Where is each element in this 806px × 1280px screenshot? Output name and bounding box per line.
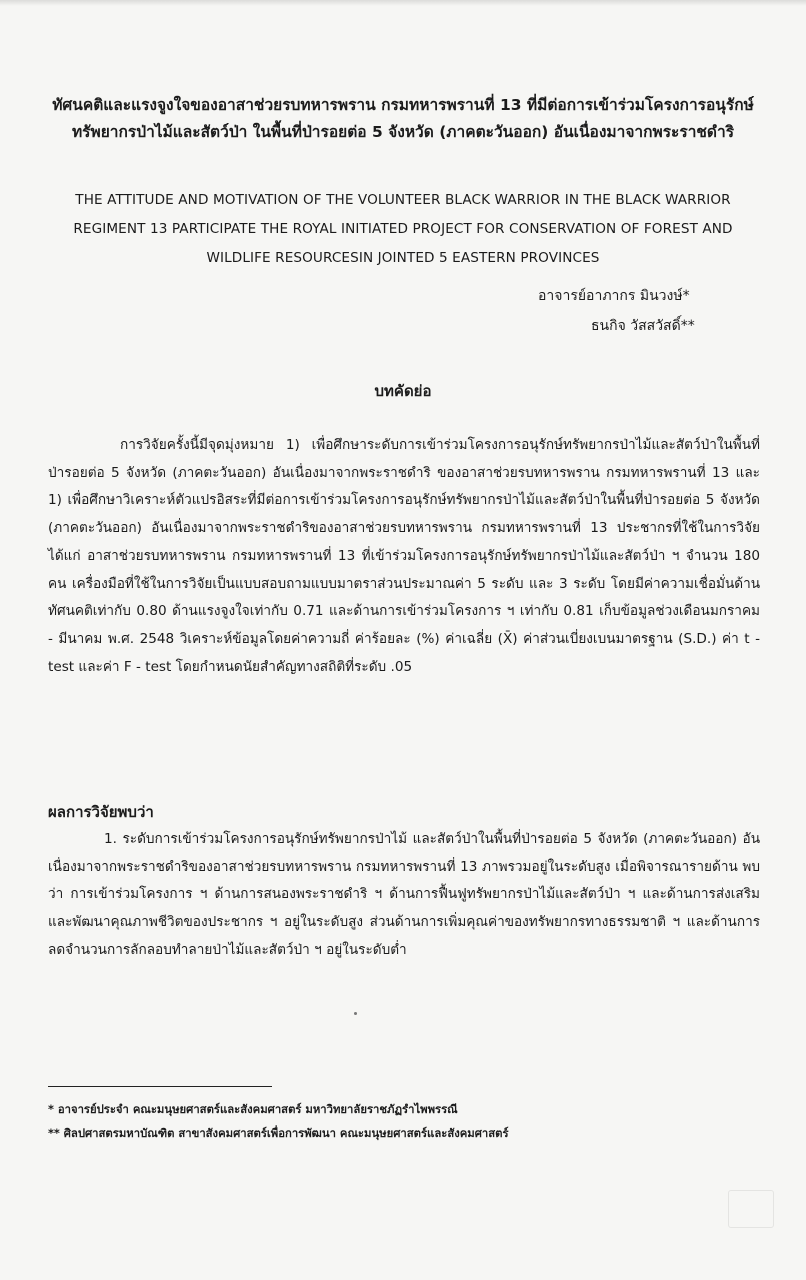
page-number-watermark bbox=[728, 1190, 774, 1228]
abstract-body: การวิจัยครั้งนี้มีจุดมุ่งหมาย 1) เพื่อศึกษาระดับการเข้าร่วมโครงการอนุรักษ์ทรัพยากรป่าไม้และสัตว์ป่าในพื้นที่ป่ารอยต่อ 5 จังหวัด (ภาคตะวันออก) อันเนื่องมาจากพระราชดำริ ของอาสาช่วยรบทหารพราน กรมทหารพรานที่ 13 และ 1) เพื่อศึกษาวิเคราะห์ตัวแปรอิสระที่มีต่อการเข้าร่วมโครงการอนุรักษ์ทรัพยากรป่าไม้และสัตว์ป่าในพื้นที่ป่ารอยต่อ 5 จังหวัด (ภาคตะวันออก) อันเนื่องมาจากพระราชดำริของอาสาช่วยรบทหารพราน กรมทหารพรานที่ 13 ประชากรที่ใช้ในการวิจัย ได้แก่ อาสาช่วยรบทหารพราน กรมทหารพรานที่ 13 ที่เข้าร่วมโครงการอนุรักษ์ทรัพยากรป่าไม้และสัตว์ป่า ฯ จำนวน 180 คน เครื่องมือที่ใช้ในการวิจัยเป็นแบบสอบถามแบบมาตราส่วนประมาณค่า 5 ระดับ และ 3 ระดับ โดยมีค่าความเชื่อมั่นด้านทัศนคติเท่ากับ 0.80 ด้านแรงจูงใจเท่ากับ 0.71 และด้านการเข้าร่วมโครงการ ฯ เท่ากับ 0.81 เก็บข้อมูลช่วงเดือนมกราคม - มีนาคม พ.ศ. 2548 วิเคราะห์ข้อมูลโดยค่าความถี่ ค่าร้อยละ (%) ค่าเฉลี่ย (X̄) ค่าส่วนเบี่ยงเบนมาตรฐาน (S.D.) ค่า t - test และค่า F - test โดยกำหนดนัยสำคัญทางสถิติที่ระดับ .05 bbox=[48, 437, 760, 675]
footnote-1: * อาจารย์ประจำ คณะมนุษยศาสตร์และสังคมศาสตร์ มหาวิทยาลัยราชภัฏรำไพพรรณี bbox=[48, 1103, 458, 1116]
scan-speck bbox=[354, 1012, 357, 1015]
results-body: 1. ระดับการเข้าร่วมโครงการอนุรักษ์ทรัพยากรป่าไม้ และสัตว์ป่าในพื้นที่ป่ารอยต่อ 5 จังหวัด (ภาคตะวันออก) อันเนื่องมาจากพระราชดำริของอาสาช่วยรบทหารพราน กรมทหารพรานที่ 13 ภาพรวมอยู่ในระดับสูง เมื่อพิจารณารายด้าน พบว่า การเข้าร่วมโครงการ ฯ ด้านการสนองพระราชดำริ ฯ ด้านการฟื้นฟูทรัพยากรป่าไม้และสัตว์ป่า ฯ และด้านการส่งเสริมและพัฒนาคุณภาพชีวิตของประชากร ฯ อยู่ในระดับสูง ส่วนด้านการเพิ่มคุณค่าของทรัพยากรทางธรรมชาติ ฯ และด้านการลดจำนวนการลักลอบทำลายป่าไม้และสัตว์ป่า ฯ อยู่ในระดับต่ำ bbox=[48, 831, 760, 958]
english-title: THE ATTITUDE AND MOTIVATION OF THE VOLUNTEER BLACK WARRIOR IN THE BLACK WARRIOR REGIMENT 13 PARTICIPATE THE ROYAL INITIATED PROJECT FOR CONSERVATION OF FOREST AND WILDLIFE RESOURCESIN JOINTED 5 EASTERN PROVINCES bbox=[73, 192, 733, 266]
abstract-heading: บทคัดย่อ bbox=[374, 382, 432, 400]
author-1: อาจารย์อาภากร มินวงษ์* bbox=[538, 288, 690, 304]
footnote-2: ** ศิลปศาสตรมหาบัณฑิต สาขาสังคมศาสตร์เพื่อการพัฒนา คณะมนุษยศาสตร์และสังคมศาสตร์ bbox=[48, 1127, 509, 1140]
results-heading: ผลการวิจัยพบว่า bbox=[48, 803, 154, 821]
author-2: ธนกิจ วัสสวัสดิ์** bbox=[591, 318, 695, 334]
thai-title: ทัศนคติและแรงจูงใจของอาสาช่วยรบทหารพราน กรมทหารพรานที่ 13 ที่มีต่อการเข้าร่วมโครงการอนุรักษ์ทรัพยากรป่าไม้และสัตว์ป่า ในพื้นที่ป่ารอยต่อ 5 จังหวัด (ภาคตะวันออก) อันเนื่องมาจากพระราชดำริ bbox=[52, 96, 754, 141]
scan-edge-shadow bbox=[0, 0, 806, 6]
footnote-divider bbox=[48, 1086, 272, 1087]
